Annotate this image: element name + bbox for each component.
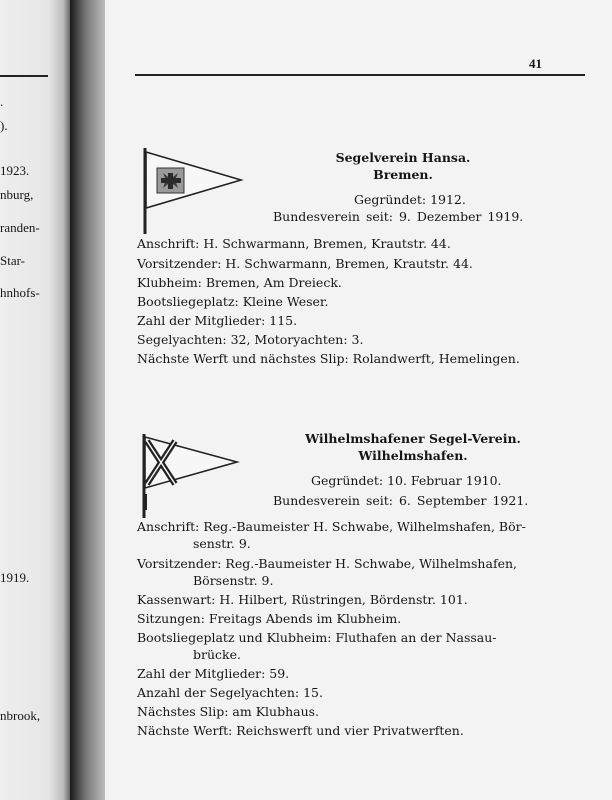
club-info-line: Bootsliegeplatz und Klubheim: Fluthafen an der Nassau- bbox=[137, 630, 497, 645]
left-fragment: ). bbox=[0, 118, 8, 133]
club-info-line: Nächste Werft: Reichswerft und vier Privatwerften. bbox=[137, 723, 464, 738]
left-fragment: randen- bbox=[0, 220, 40, 235]
club-founded: Gegründet: 10. Februar 1910. bbox=[311, 473, 502, 488]
club-info-line: Anschrift: H. Schwarmann, Bremen, Krautstr. 44. bbox=[137, 236, 451, 251]
hansa-pennant-icon bbox=[137, 146, 247, 238]
left-fragment: 1923. bbox=[0, 163, 30, 178]
club-info-line: Sitzungen: Freitags Abends im Klubheim. bbox=[137, 611, 402, 626]
club-info-continuation: senstr. 9. bbox=[193, 536, 251, 551]
club-info-line: Vorsitzender: H. Schwarmann, Bremen, Krautstr. 44. bbox=[137, 256, 473, 271]
club-founded: Gegründet: 1912. bbox=[354, 192, 466, 207]
club-info-line: Anschrift: Reg.-Baumeister H. Schwabe, Wilhelmshafen, Bör- bbox=[137, 519, 526, 534]
left-page-rule bbox=[0, 75, 48, 77]
book-page bbox=[105, 0, 612, 800]
left-fragment: nbrook, bbox=[0, 708, 41, 723]
club-info-continuation: brücke. bbox=[193, 647, 241, 662]
club-info-line: Klubheim: Bremen, Am Dreieck. bbox=[137, 275, 342, 290]
left-page-strip bbox=[0, 0, 70, 800]
club-federation-since: Bundesverein seit: 6. September 1921. bbox=[273, 493, 529, 508]
wilhelmshafen-pennant-icon bbox=[137, 432, 247, 522]
page-number: 41 bbox=[529, 56, 542, 71]
club-info-continuation: Börsenstr. 9. bbox=[193, 573, 274, 588]
club-name: Wilhelmshafener Segel-Verein. bbox=[305, 431, 521, 446]
club-info-line: Nächste Werft und nächstes Slip: Rolandwerft, Hemelingen. bbox=[137, 351, 520, 366]
left-fragment: 1919. bbox=[0, 570, 30, 585]
club-info-line: Kassenwart: H. Hilbert, Rüstringen, Bördenstr. 101. bbox=[137, 592, 468, 607]
left-fragment: . bbox=[0, 94, 4, 109]
left-fragment: hnhofs- bbox=[0, 285, 40, 300]
club-city: Wilhelmshafen. bbox=[358, 448, 468, 463]
header-rule bbox=[135, 74, 585, 76]
club-info-line: Anzahl der Segelyachten: 15. bbox=[137, 685, 323, 700]
club-name: Segelverein Hansa. bbox=[335, 150, 471, 165]
left-fragment: Star- bbox=[0, 253, 26, 268]
club-info-line: Zahl der Mitglieder: 59. bbox=[137, 666, 290, 681]
left-fragment: nburg, bbox=[0, 187, 34, 202]
club-info-line: Segelyachten: 32, Motoryachten: 3. bbox=[137, 332, 364, 347]
club-info-line: Zahl der Mitglieder: 115. bbox=[137, 313, 298, 328]
club-info-line: Nächstes Slip: am Klubhaus. bbox=[137, 704, 320, 719]
club-federation-since: Bundesverein seit: 9. Dezember 1919. bbox=[273, 209, 524, 224]
club-info-line: Bootsliegeplatz: Kleine Weser. bbox=[137, 294, 329, 309]
club-city: Bremen. bbox=[373, 167, 433, 182]
book-gutter bbox=[70, 0, 110, 800]
club-info-line: Vorsitzender: Reg.-Baumeister H. Schwabe, Wilhelmshafen, bbox=[137, 556, 517, 571]
